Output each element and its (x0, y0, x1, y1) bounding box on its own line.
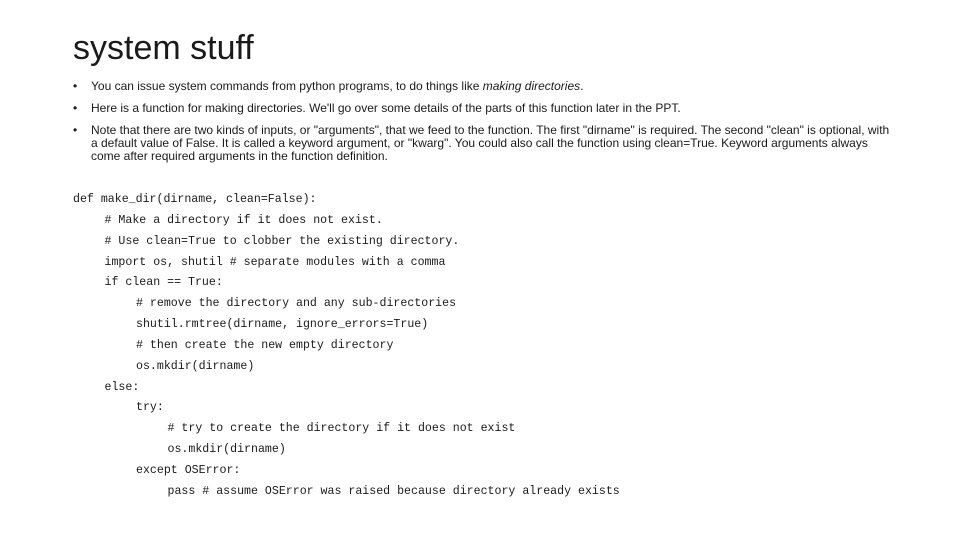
code-line: pass # assume OSError was raised because directory already exists (167, 484, 620, 498)
code-line: try: (136, 401, 164, 415)
slide-title: system stuff (73, 29, 254, 67)
code-line: else: (104, 380, 140, 394)
bullet-item-2 (73, 102, 893, 115)
code-line: os.mkdir(dirname) (167, 443, 286, 457)
bullet-text: Here is a function for making directories. We'll go over some details of the parts of this function later in the PPT. (91, 101, 681, 115)
code-line: # remove the directory and any sub-directories (136, 297, 457, 311)
bullet-list (73, 80, 893, 172)
bullet-text-end: . (580, 79, 584, 93)
code-line: # Make a directory if it does not exist. (104, 213, 383, 227)
code-line: # then create the new empty directory (136, 338, 394, 352)
code-block (73, 190, 620, 503)
code-line: # Use clean=True to clobber the existing directory. (104, 234, 460, 248)
code-line: # try to create the directory if it does not exist (167, 422, 516, 436)
bullet-item-3 (73, 124, 893, 163)
code-line: except OSError: (136, 463, 241, 477)
bullet-dot: • (73, 79, 78, 93)
code-line: shutil.rmtree(dirname, ignore_errors=True) (136, 318, 429, 332)
bullet-text: Note that there are two kinds of inputs, or "arguments", that we feed to the function. The first "dirname" is required. The second "clean" is optional, with a default value of False. It is called a keyword argument, or "kwarg". You could also call the function using clean=True. Keyword arguments always come after required arguments in the function definition. (91, 123, 890, 163)
bullet-item-1 (73, 80, 893, 93)
bullet-text: You can issue system commands from python programs, to do things like (91, 79, 483, 93)
code-line: if clean == True: (104, 276, 223, 290)
bullet-dot: • (73, 101, 78, 115)
bullet-emphasis: making directories (482, 79, 581, 93)
code-line: os.mkdir(dirname) (136, 359, 255, 373)
code-line: import os, shutil # separate modules with a comma (104, 255, 446, 269)
code-line: def make_dir(dirname, clean=False): (73, 193, 317, 206)
bullet-dot: • (73, 123, 78, 137)
